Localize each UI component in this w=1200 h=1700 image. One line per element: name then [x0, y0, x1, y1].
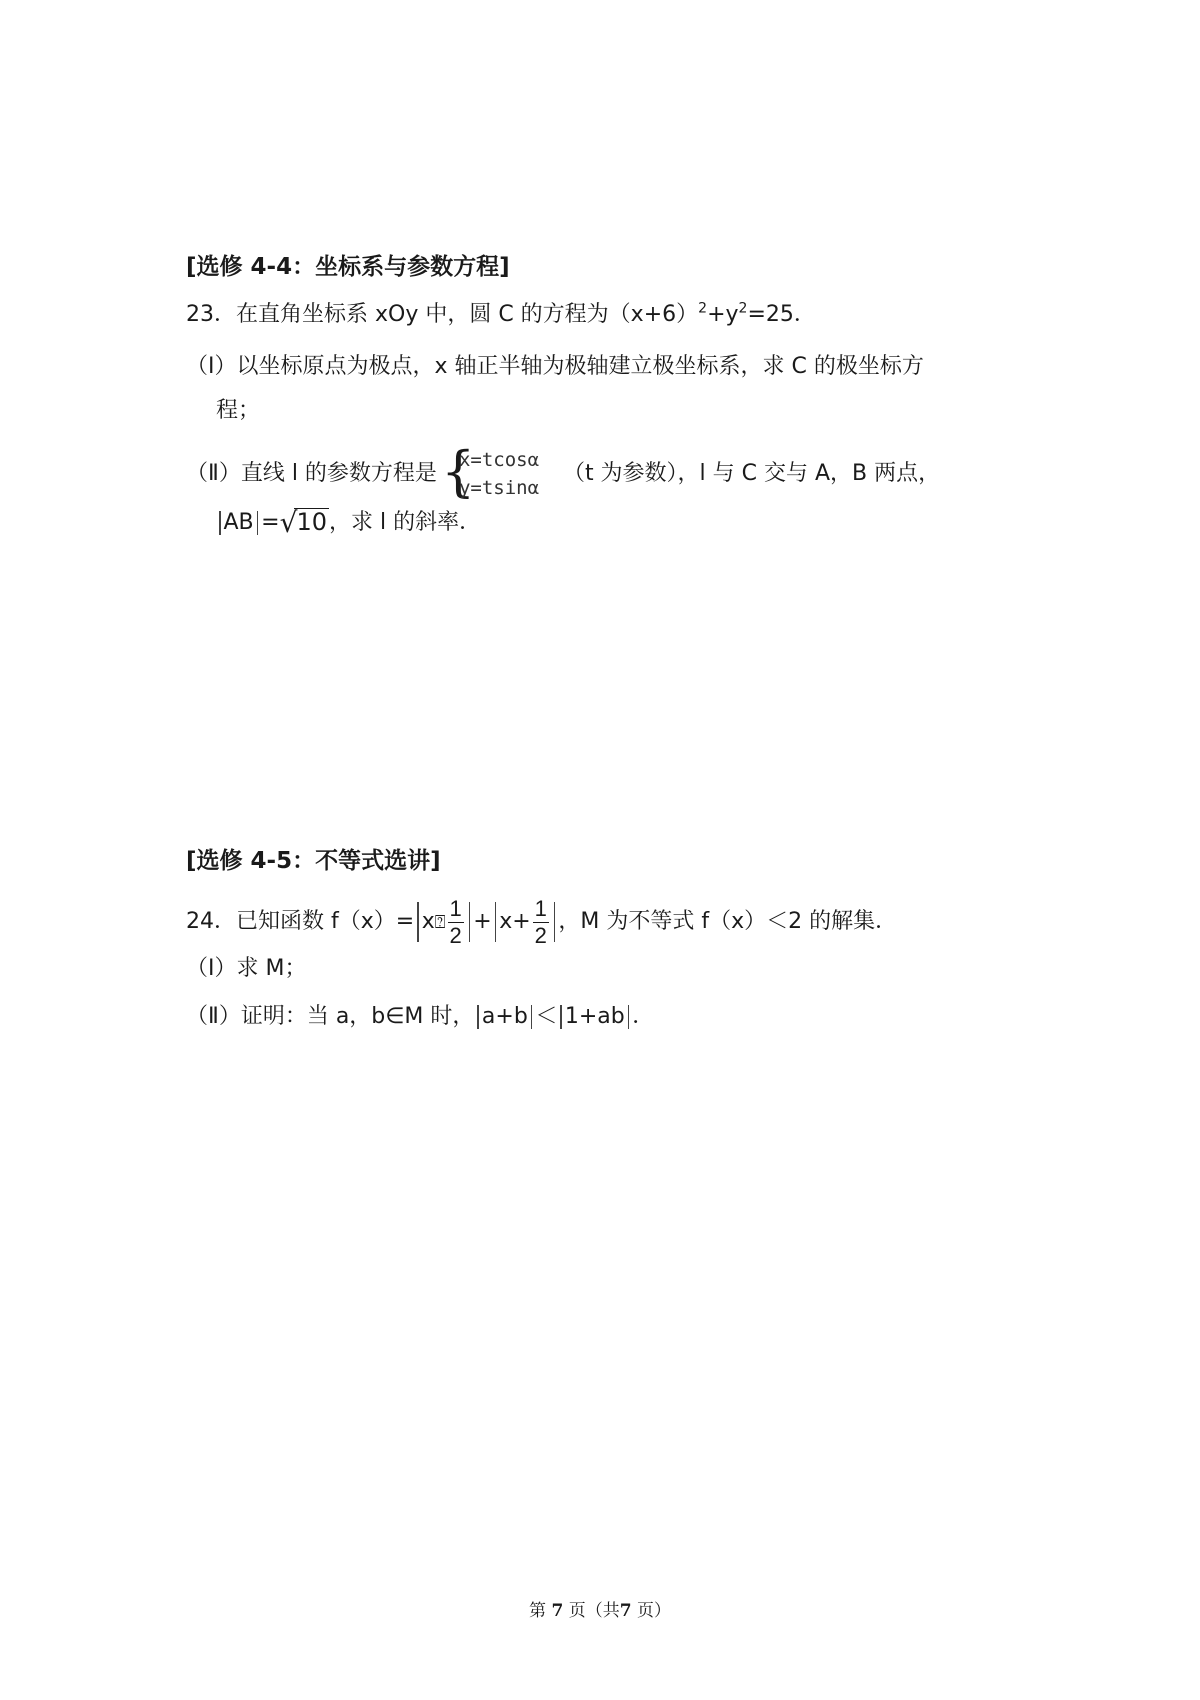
- q24-part2-text: （Ⅱ）证明：当 a，b∈M 时，: [186, 1004, 475, 1029]
- q24-stem-part: ，M 为不等式 f（x）＜2 的解集．: [558, 909, 898, 934]
- abs-inner-x-plus: x+: [499, 909, 531, 934]
- footer-text: 页（共: [568, 1601, 620, 1621]
- parametric-equation-system: [440, 440, 559, 503]
- abs-bar-icon: [219, 511, 221, 535]
- page-footer: [0, 1596, 1200, 1621]
- abs-inner-x: x: [421, 909, 435, 934]
- radicand: 10: [296, 508, 327, 536]
- footer-text: 第: [529, 1601, 547, 1621]
- question-23-part-2-continued: [216, 508, 481, 538]
- abs-bar-icon: [554, 902, 556, 942]
- q23-stem-part: +y: [707, 302, 739, 327]
- footer-total-pages: 7: [619, 1601, 632, 1621]
- left-brace-icon: {: [440, 440, 476, 503]
- abs-bar-icon: [469, 902, 471, 942]
- question-23-part-1: [186, 352, 924, 382]
- abs-bar-icon: [495, 902, 497, 942]
- fraction-denominator: 2: [449, 922, 462, 948]
- radical-sign-icon: √: [279, 506, 298, 539]
- square-root: [280, 508, 329, 538]
- q23-part1-text: （Ⅰ）以坐标原点为极点，x 轴正半轴为极轴建立极坐标系，求 C 的极坐标方: [186, 354, 924, 379]
- q23-part1-text-cont: 程；: [216, 398, 261, 423]
- section-title-4-5: [186, 846, 441, 876]
- abs-one-plus-ab: 1+ab: [564, 1004, 625, 1029]
- abs-bar-icon: [628, 1005, 630, 1029]
- section-title-text: [选修 4-5：不等式选讲]: [186, 848, 441, 874]
- q23-superscript: 2: [698, 300, 708, 317]
- question-24-part-1: [186, 954, 306, 984]
- q24-stem-part: 24．已知函数 f（x）=: [186, 909, 415, 934]
- equals-sign: =: [261, 510, 280, 535]
- question-24-part-2: [186, 1002, 654, 1032]
- parametric-eq-x: x=tcosα: [458, 449, 540, 471]
- q23-superscript: 2: [738, 300, 748, 317]
- q23-part2-tail: ，求 l 的斜率．: [328, 510, 482, 535]
- segment-ab: AB: [223, 510, 254, 535]
- q24-part1-text: （Ⅰ）求 M；: [186, 956, 307, 981]
- abs-bar-icon: [560, 1005, 562, 1029]
- fraction-numerator: 1: [534, 895, 547, 921]
- q23-stem-part: =25．: [747, 302, 816, 327]
- fraction-one-half: [448, 895, 464, 948]
- abs-bar-icon: [477, 1005, 479, 1029]
- abs-bar-icon: [257, 511, 259, 535]
- parametric-eq-y: y=tsinα: [458, 477, 540, 499]
- less-than-sign: ＜: [535, 1004, 558, 1029]
- q24-part2-end: ．: [632, 1004, 655, 1029]
- fraction-numerator: 1: [449, 895, 462, 921]
- q23-part2-prefix: （Ⅱ）直线 l 的参数方程是: [186, 461, 437, 486]
- abs-bar-icon: [417, 902, 419, 942]
- section-title-4-4: [186, 252, 510, 282]
- missing-glyph-icon: ⍰: [434, 912, 446, 933]
- question-23-part-2: [186, 440, 941, 504]
- question-24-stem: [186, 892, 897, 952]
- abs-a-plus-b: a+b: [481, 1004, 528, 1029]
- abs-bar-icon: [531, 1005, 533, 1029]
- footer-page-number: 7: [551, 1601, 564, 1621]
- q23-part2-suffix: （t 为参数），l 与 C 交与 A，B 两点，: [562, 461, 941, 486]
- q23-stem-part: 23．在直角坐标系 xOy 中，圆 C 的方程为（x+6）: [186, 302, 699, 327]
- section-title-text: [选修 4-4：坐标系与参数方程]: [186, 254, 510, 280]
- question-23-part-1-continued: [216, 396, 260, 426]
- question-23-stem: [186, 300, 816, 330]
- fraction-one-half: [533, 895, 549, 948]
- footer-text: 页）: [636, 1601, 671, 1621]
- fraction-denominator: 2: [534, 922, 547, 948]
- plus-sign: +: [473, 909, 492, 934]
